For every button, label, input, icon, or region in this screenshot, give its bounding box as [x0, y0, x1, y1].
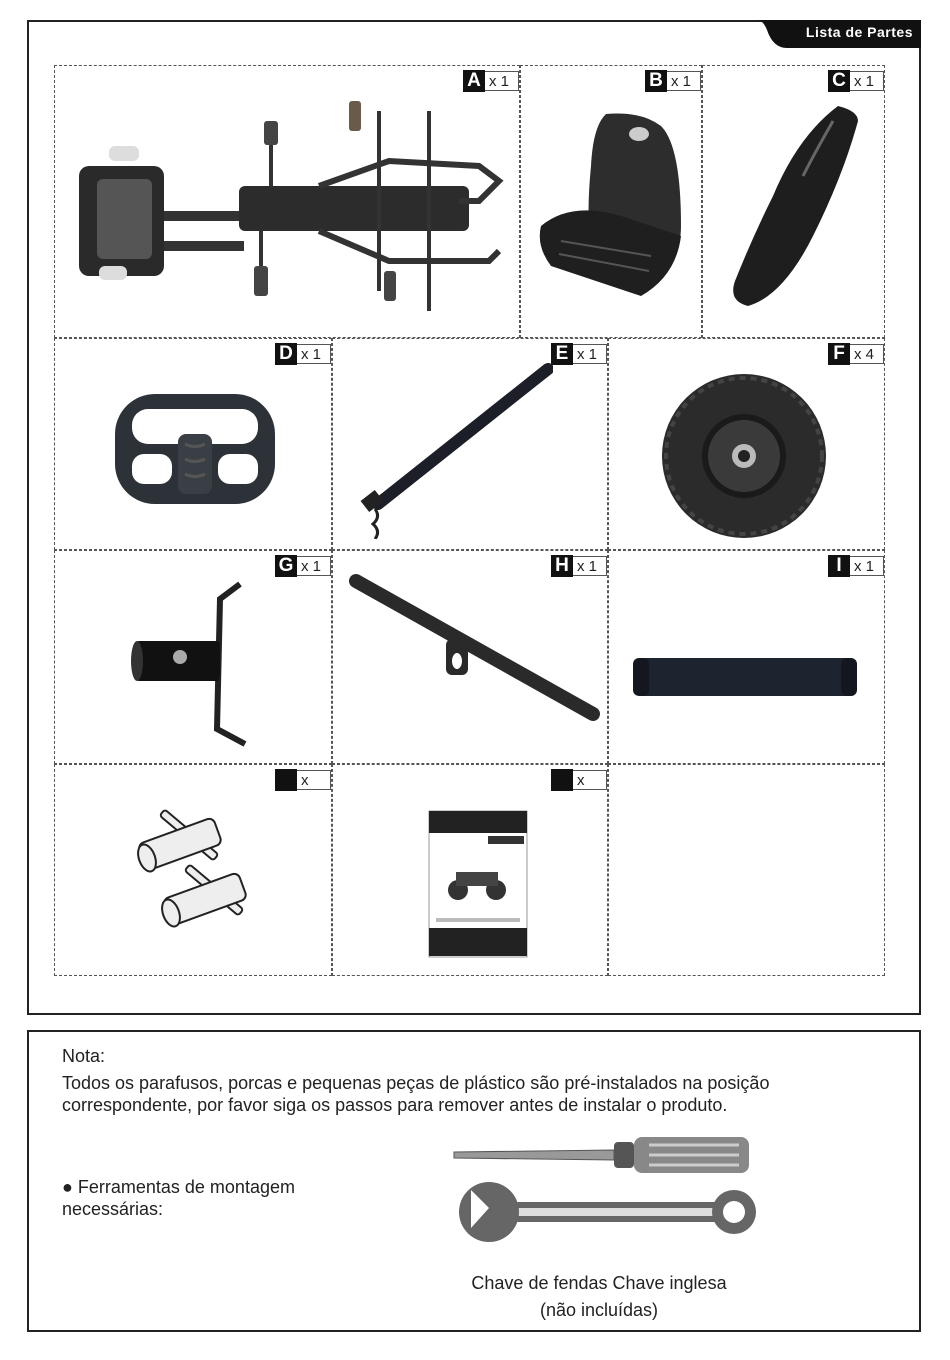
part-cell-g — [54, 550, 332, 764]
bar-icon — [348, 569, 603, 729]
part-cell-c — [702, 65, 885, 338]
steering-wheel-icon — [110, 389, 280, 509]
part-letter: I — [828, 555, 850, 577]
part-label-i — [828, 555, 884, 577]
note-box — [27, 1030, 921, 1332]
part-letter: E — [551, 343, 573, 365]
note-body: Todos os parafusos, porcas e pequenas peças de plástico são pré-instalados na posição correspondente, por favor siga os passos para remover antes de instalar o produto. — [62, 1073, 770, 1115]
part-cell-b — [520, 65, 702, 338]
part-quantity: x 1 — [850, 71, 884, 91]
part-quantity: x 1 — [850, 556, 884, 576]
part-letter: B — [645, 70, 667, 92]
tube-icon — [631, 656, 861, 701]
part-label-e — [551, 343, 607, 365]
side-panel-icon — [723, 96, 873, 316]
part-cell-empty — [608, 764, 885, 976]
part-quantity: x 1 — [573, 344, 607, 364]
part-label-manual — [551, 769, 607, 791]
part-letter — [275, 769, 297, 791]
part-quantity: x — [573, 770, 607, 790]
socket-wrench-icon — [135, 800, 285, 940]
tools-illustration — [449, 1130, 759, 1250]
part-cell-h — [332, 550, 608, 764]
bracket-icon — [125, 579, 255, 759]
part-label-wrench — [275, 769, 331, 791]
part-quantity: x 4 — [850, 344, 884, 364]
part-letter: D — [275, 343, 297, 365]
kart-frame-icon — [69, 91, 509, 331]
parts-list-tab — [757, 20, 921, 48]
part-cell-f — [608, 338, 885, 550]
part-label-d — [275, 343, 331, 365]
part-label-f — [828, 343, 884, 365]
steering-column-icon — [353, 359, 553, 539]
manual-icon — [428, 810, 528, 958]
part-label-g — [275, 555, 331, 577]
wheel-icon — [659, 371, 829, 541]
note-title: Nota: — [62, 1046, 106, 1066]
part-cell-manual — [332, 764, 608, 976]
part-quantity: x — [297, 770, 331, 790]
part-label-a — [463, 70, 519, 92]
part-cell-a — [54, 65, 520, 338]
tools-caption-note: (não incluídas) — [539, 1300, 659, 1320]
wrench-icon — [459, 1182, 756, 1242]
screwdriver-icon — [454, 1137, 749, 1173]
part-quantity: x 1 — [485, 71, 519, 91]
part-letter: A — [463, 70, 485, 92]
part-label-c — [828, 70, 884, 92]
part-cell-i — [608, 550, 885, 764]
tools-label: ● Ferramentas de montagem necessárias: — [62, 1177, 295, 1219]
seat-icon — [531, 106, 696, 306]
part-quantity: x 1 — [667, 71, 701, 91]
part-letter: C — [828, 70, 850, 92]
part-letter: G — [275, 555, 297, 577]
part-letter: F — [828, 343, 850, 365]
parts-list-title: Lista de Partes — [805, 24, 913, 40]
part-quantity: x 1 — [573, 556, 607, 576]
part-letter: H — [551, 555, 573, 577]
part-letter — [551, 769, 573, 791]
part-quantity: x 1 — [297, 556, 331, 576]
tools-caption — [429, 1270, 769, 1324]
part-cell-wrench — [54, 764, 332, 976]
part-cell-e — [332, 338, 608, 550]
part-label-b — [645, 70, 701, 92]
part-quantity: x 1 — [297, 344, 331, 364]
tools-caption-names: Chave de fendas Chave inglesa — [471, 1273, 727, 1293]
part-cell-d — [54, 338, 332, 550]
